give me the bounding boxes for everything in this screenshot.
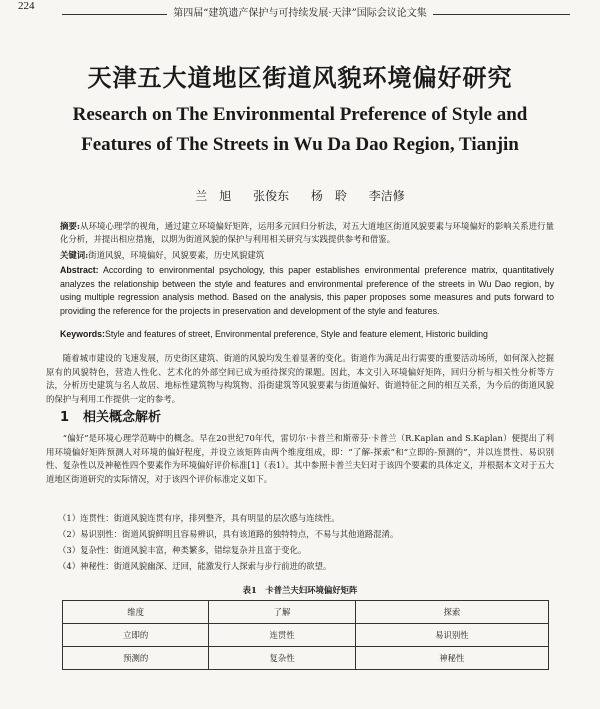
abstract-text-en: According to environmental psychology, this paper establishes environmental preference matrix, quantitatively analyzes the relationship between the style and features and environmental preference of the streets in Wu Dao region, by using multiple regression analysis method. Based on the analysis, this paper proposes some measures and puts forward to providing the reference for the projects in preservation and development of the style and features.: [60, 265, 554, 316]
keywords-english: [60, 328, 554, 341]
abstract-english: [60, 264, 554, 318]
table-cell: 复杂性: [209, 647, 355, 670]
keywords-text: 街道风貌，环境偏好，风貌要素，历史风貌建筑: [88, 250, 265, 260]
table-header-row: [63, 601, 549, 624]
page-number: 224: [18, 0, 35, 12]
section-number: 1: [60, 410, 70, 425]
abstract-chinese: [60, 220, 554, 246]
author-list: [0, 187, 600, 204]
table-header-cell: 维度: [63, 601, 209, 624]
table-cell: 神秘性: [355, 647, 548, 670]
table-header-cell: 探索: [355, 601, 548, 624]
table-cell: 预测的: [63, 647, 209, 670]
section-heading: [60, 406, 161, 425]
author: 杨 聆: [310, 189, 347, 203]
table-row: [63, 624, 549, 647]
abstract-label-en: Abstract:: [60, 265, 99, 275]
table-cell: 连贯性: [209, 624, 355, 647]
list-item: （3）复杂性：街道风貌丰富，种类繁多，错综复杂并且富于变化。: [58, 545, 307, 555]
keywords-text-en: Style and features of street, Environmental preference, Style and feature element, Historic building: [104, 329, 488, 339]
table-header-cell: 了解: [209, 601, 355, 624]
section-paragraph: “偏好”是环境心理学范畴中的概念。早在20世纪70年代，雷切尔·卡普兰和斯蒂芬·卡普兰（R.Kaplan and S.Kaplan）便提出了利用环境偏好矩阵预测人对环境的偏好程度，并设立该矩阵由两个维度组成，即：“了解-探索”和“立即的-预测的”，并以连贯性、易识别性、复杂性以及神秘性四个要素作为环境偏好评价标准[1]（表1）。其中参照卡普兰夫妇对于该四个要素的具体定义，并根据本文对于五大道地区街道研究的实际情况，对于该四个评价标准定义如下。: [46, 433, 554, 484]
list-item: （4）神秘性：街道风貌幽深、迂回，能激发行人探索与步行前进的欲望。: [58, 561, 332, 571]
preference-matrix-table: [62, 600, 549, 670]
author: 李洁修: [368, 189, 405, 203]
list-item: （2）易识别性：街道风貌鲜明且容易辨识，具有该道路的独特特点，不易与其他道路混淆。: [58, 529, 399, 539]
abstract-label: 摘要:: [60, 221, 81, 231]
criteria-list: [58, 510, 554, 574]
section-title: 相关概念解析: [83, 410, 162, 425]
list-item: （1）连贯性：街道风貌连贯有序，排列整齐，具有明显的层次感与连续性。: [58, 513, 340, 523]
keywords-label-en: Keywords:: [60, 329, 105, 339]
title-english: Research on The Environmental Preference of Style and Features of The Streets in Wu Da Dao Region, Tianjin: [72, 104, 528, 155]
table-cell: 易识别性: [355, 624, 548, 647]
table-cell: 立即的: [63, 624, 209, 647]
title-chinese: 天津五大道地区街道风貌环境偏好研究: [87, 64, 513, 92]
intro-paragraph: 随着城市建设的飞速发展，历史街区建筑、街道的风貌均发生着显著的变化。街道作为满足出行需要的重要活动场所，如何深入挖掘原有的风貌特色，营造人性化、艺术化的外部空间已成为亟待探究的课题。因此，本文引入环境偏好矩阵，回归分析与相关性分析等方法，分析历史建筑与名人故居、地标性建筑物与构筑物、沿街建筑等风貌要素与街道偏好、街道特征之间的相互关系，为今后的街道风貌的保护与利用工作提供一定的参考。: [46, 353, 554, 404]
keywords-label: 关键词:: [60, 250, 89, 260]
abstract-text: 从环境心理学的视角，通过建立环境偏好矩阵，运用多元回归分析法，对五大道地区街道风貌要素与环境偏好的影响关系进行量化分析，并提出相应措施，以期为街道风貌的保护与利用相关研究与实践提供参考和借鉴。: [60, 221, 555, 244]
author: 兰 旭: [195, 189, 232, 203]
author: 张俊东: [253, 189, 290, 203]
page-header: [0, 0, 600, 22]
table-caption: 表1 卡普兰夫妇环境偏好矩阵: [242, 585, 358, 595]
journal-title: 第四届“建筑遗产保护与可持续发展·天津”国际会议论文集: [0, 4, 600, 19]
keywords-chinese: [60, 249, 554, 262]
table-row: [63, 647, 549, 670]
